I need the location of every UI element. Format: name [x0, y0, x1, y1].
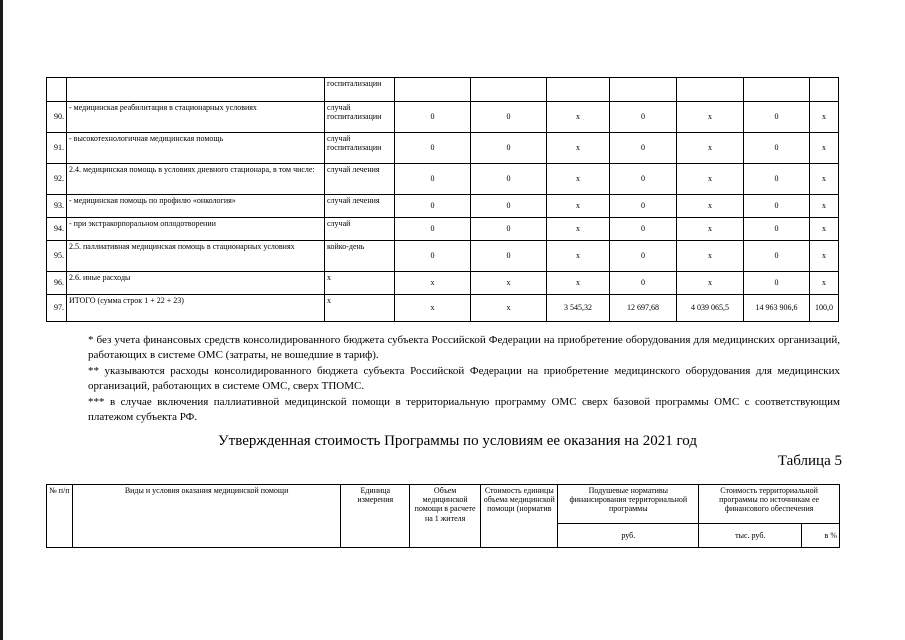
cell-value [810, 78, 839, 102]
cell-value: х [547, 102, 610, 133]
cell-value: 0 [744, 164, 810, 195]
row-unit: случай лечения [325, 164, 395, 195]
cell-value [471, 78, 547, 102]
cell-value: х [810, 218, 839, 241]
row-unit: х [325, 295, 395, 322]
table-number-label: Таблица 5 [777, 453, 842, 469]
program-cost-table [46, 484, 840, 548]
cell-value: 0 [610, 195, 677, 218]
cell-value: х [810, 102, 839, 133]
cell-value: 0 [610, 272, 677, 295]
cell-value: х [547, 272, 610, 295]
cell-value: х [677, 195, 744, 218]
cell-value: х [471, 295, 547, 322]
row-unit: госпитализации [325, 78, 395, 102]
cell-value: х [810, 272, 839, 295]
row-number: 91. [47, 133, 67, 164]
cell-value: х [810, 164, 839, 195]
header-volume: Объем медицинской помощи в расчете на 1 жителя [410, 485, 481, 548]
cell-value: х [677, 218, 744, 241]
table-row [47, 195, 839, 218]
row-number: 95. [47, 241, 67, 272]
cell-value [610, 78, 677, 102]
cell-value: х [677, 241, 744, 272]
row-number: 90. [47, 102, 67, 133]
cell-value: х [810, 195, 839, 218]
header-kind: Виды и условия оказания медицинской помощи [72, 485, 341, 548]
cell-value: 3 545,32 [547, 295, 610, 322]
table-row [47, 164, 839, 195]
header-percapita: Подушевые нормативы финансирования территориальной программы [558, 485, 699, 524]
row-name: 2.4. медицинская помощь в условиях дневного стационара, в том числе: [67, 164, 325, 195]
cell-value: 0 [744, 218, 810, 241]
subheader-rub: руб. [558, 524, 699, 548]
cell-value: 12 697,68 [610, 295, 677, 322]
cell-value: х [677, 272, 744, 295]
cell-value: 0 [395, 218, 471, 241]
row-name [67, 78, 325, 102]
row-name: 2.5. паллиативная медицинская помощь в стационарных условиях [67, 241, 325, 272]
table-row [47, 133, 839, 164]
cell-value: х [810, 133, 839, 164]
cell-value: 0 [744, 241, 810, 272]
cell-value: 100,0 [810, 295, 839, 322]
cell-value: х [547, 218, 610, 241]
cell-value: 14 963 906,6 [744, 295, 810, 322]
cell-value: 0 [744, 133, 810, 164]
financing-table [46, 77, 839, 322]
cell-value: х [547, 195, 610, 218]
cell-value: 0 [610, 218, 677, 241]
header-total: Стоимость территориальной программы по источникам ее финансового обеспечения [699, 485, 840, 524]
row-name: ИТОГО (сумма строк 1 + 22 + 23) [67, 295, 325, 322]
cell-value: 0 [471, 195, 547, 218]
row-unit: случай лечения [325, 195, 395, 218]
cell-value: 0 [395, 195, 471, 218]
cell-value: 0 [610, 133, 677, 164]
cell-value [547, 78, 610, 102]
header-cost: Стоимость единицы объема медицинской помощи (норматив [481, 485, 558, 548]
footnote-2: ** указываются расходы консолидированного бюджета субъекта Российской Федерации на приобретение медицинского оборудования для медицинских организаций, работающих в системе ОМС, сверх ТПОМС. [88, 364, 840, 393]
row-unit: койко-день [325, 241, 395, 272]
row-number: 96. [47, 272, 67, 295]
cell-value: 0 [610, 241, 677, 272]
cell-value: 0 [471, 218, 547, 241]
cell-value: х [547, 133, 610, 164]
footnote-1: * без учета финансовых средств консолидированного бюджета субъекта Российской Федерации на приобретение оборудования для медицинских организаций, работающих в системе ОМС (затраты, не вошедшие в тариф). [88, 334, 840, 362]
cell-value: 0 [471, 164, 547, 195]
subheader-thous-rub: тыс. руб. [699, 524, 802, 548]
cell-value: х [677, 102, 744, 133]
cell-value: 0 [395, 241, 471, 272]
footnote-3: *** в случае включения паллиативной медицинской помощи в территориальную программу ОМС сверх базовой программы ОМС с соответствующим платежом субъекта РФ. [88, 395, 840, 423]
table-row [47, 102, 839, 133]
cell-value: х [810, 241, 839, 272]
cell-value [744, 78, 810, 102]
subheader-percent: в % [802, 524, 840, 548]
row-number: 92. [47, 164, 67, 195]
cell-value: 0 [395, 102, 471, 133]
cell-value: х [395, 272, 471, 295]
cell-value: 0 [395, 164, 471, 195]
cell-value: 0 [471, 241, 547, 272]
cell-value: х [471, 272, 547, 295]
cell-value: х [677, 164, 744, 195]
table-row [47, 78, 839, 102]
row-name: - высокотехнологичная медицинская помощь [67, 133, 325, 164]
row-name: - медицинская реабилитация в стационарных условиях [67, 102, 325, 133]
row-name: 2.6. иные расходы [67, 272, 325, 295]
cell-value: 0 [610, 102, 677, 133]
cell-value: 0 [610, 164, 677, 195]
table-row [47, 272, 839, 295]
header-num: № п/п [47, 485, 73, 548]
cell-value: 0 [744, 102, 810, 133]
cell-value [677, 78, 744, 102]
cell-value: 0 [744, 272, 810, 295]
cell-value: 0 [744, 195, 810, 218]
cell-value: х [547, 164, 610, 195]
row-unit: х [325, 272, 395, 295]
row-unit: случай [325, 218, 395, 241]
cell-value: 0 [395, 133, 471, 164]
row-number [47, 78, 67, 102]
table-row [47, 218, 839, 241]
table-title: Утвержденная стоимость Программы по условиям ее оказания на 2021 год [218, 433, 697, 449]
table-row [47, 241, 839, 272]
row-name: - медицинская помощь по профилю «онкология» [67, 195, 325, 218]
footnotes [60, 333, 840, 425]
cell-value: 0 [471, 102, 547, 133]
cell-value: х [547, 241, 610, 272]
scan-edge [0, 0, 3, 640]
row-number: 97. [47, 295, 67, 322]
row-number: 94. [47, 218, 67, 241]
cell-value: 0 [471, 133, 547, 164]
row-unit: случай госпитализации [325, 133, 395, 164]
cell-value: х [395, 295, 471, 322]
row-number: 93. [47, 195, 67, 218]
row-name: - при экстракорпоральном оплодотворении [67, 218, 325, 241]
table-row [47, 295, 839, 322]
cell-value [395, 78, 471, 102]
header-unit: Единица измерения [341, 485, 410, 548]
row-unit: случай госпитализации [325, 102, 395, 133]
cell-value: 4 039 065,5 [677, 295, 744, 322]
cell-value: х [677, 133, 744, 164]
